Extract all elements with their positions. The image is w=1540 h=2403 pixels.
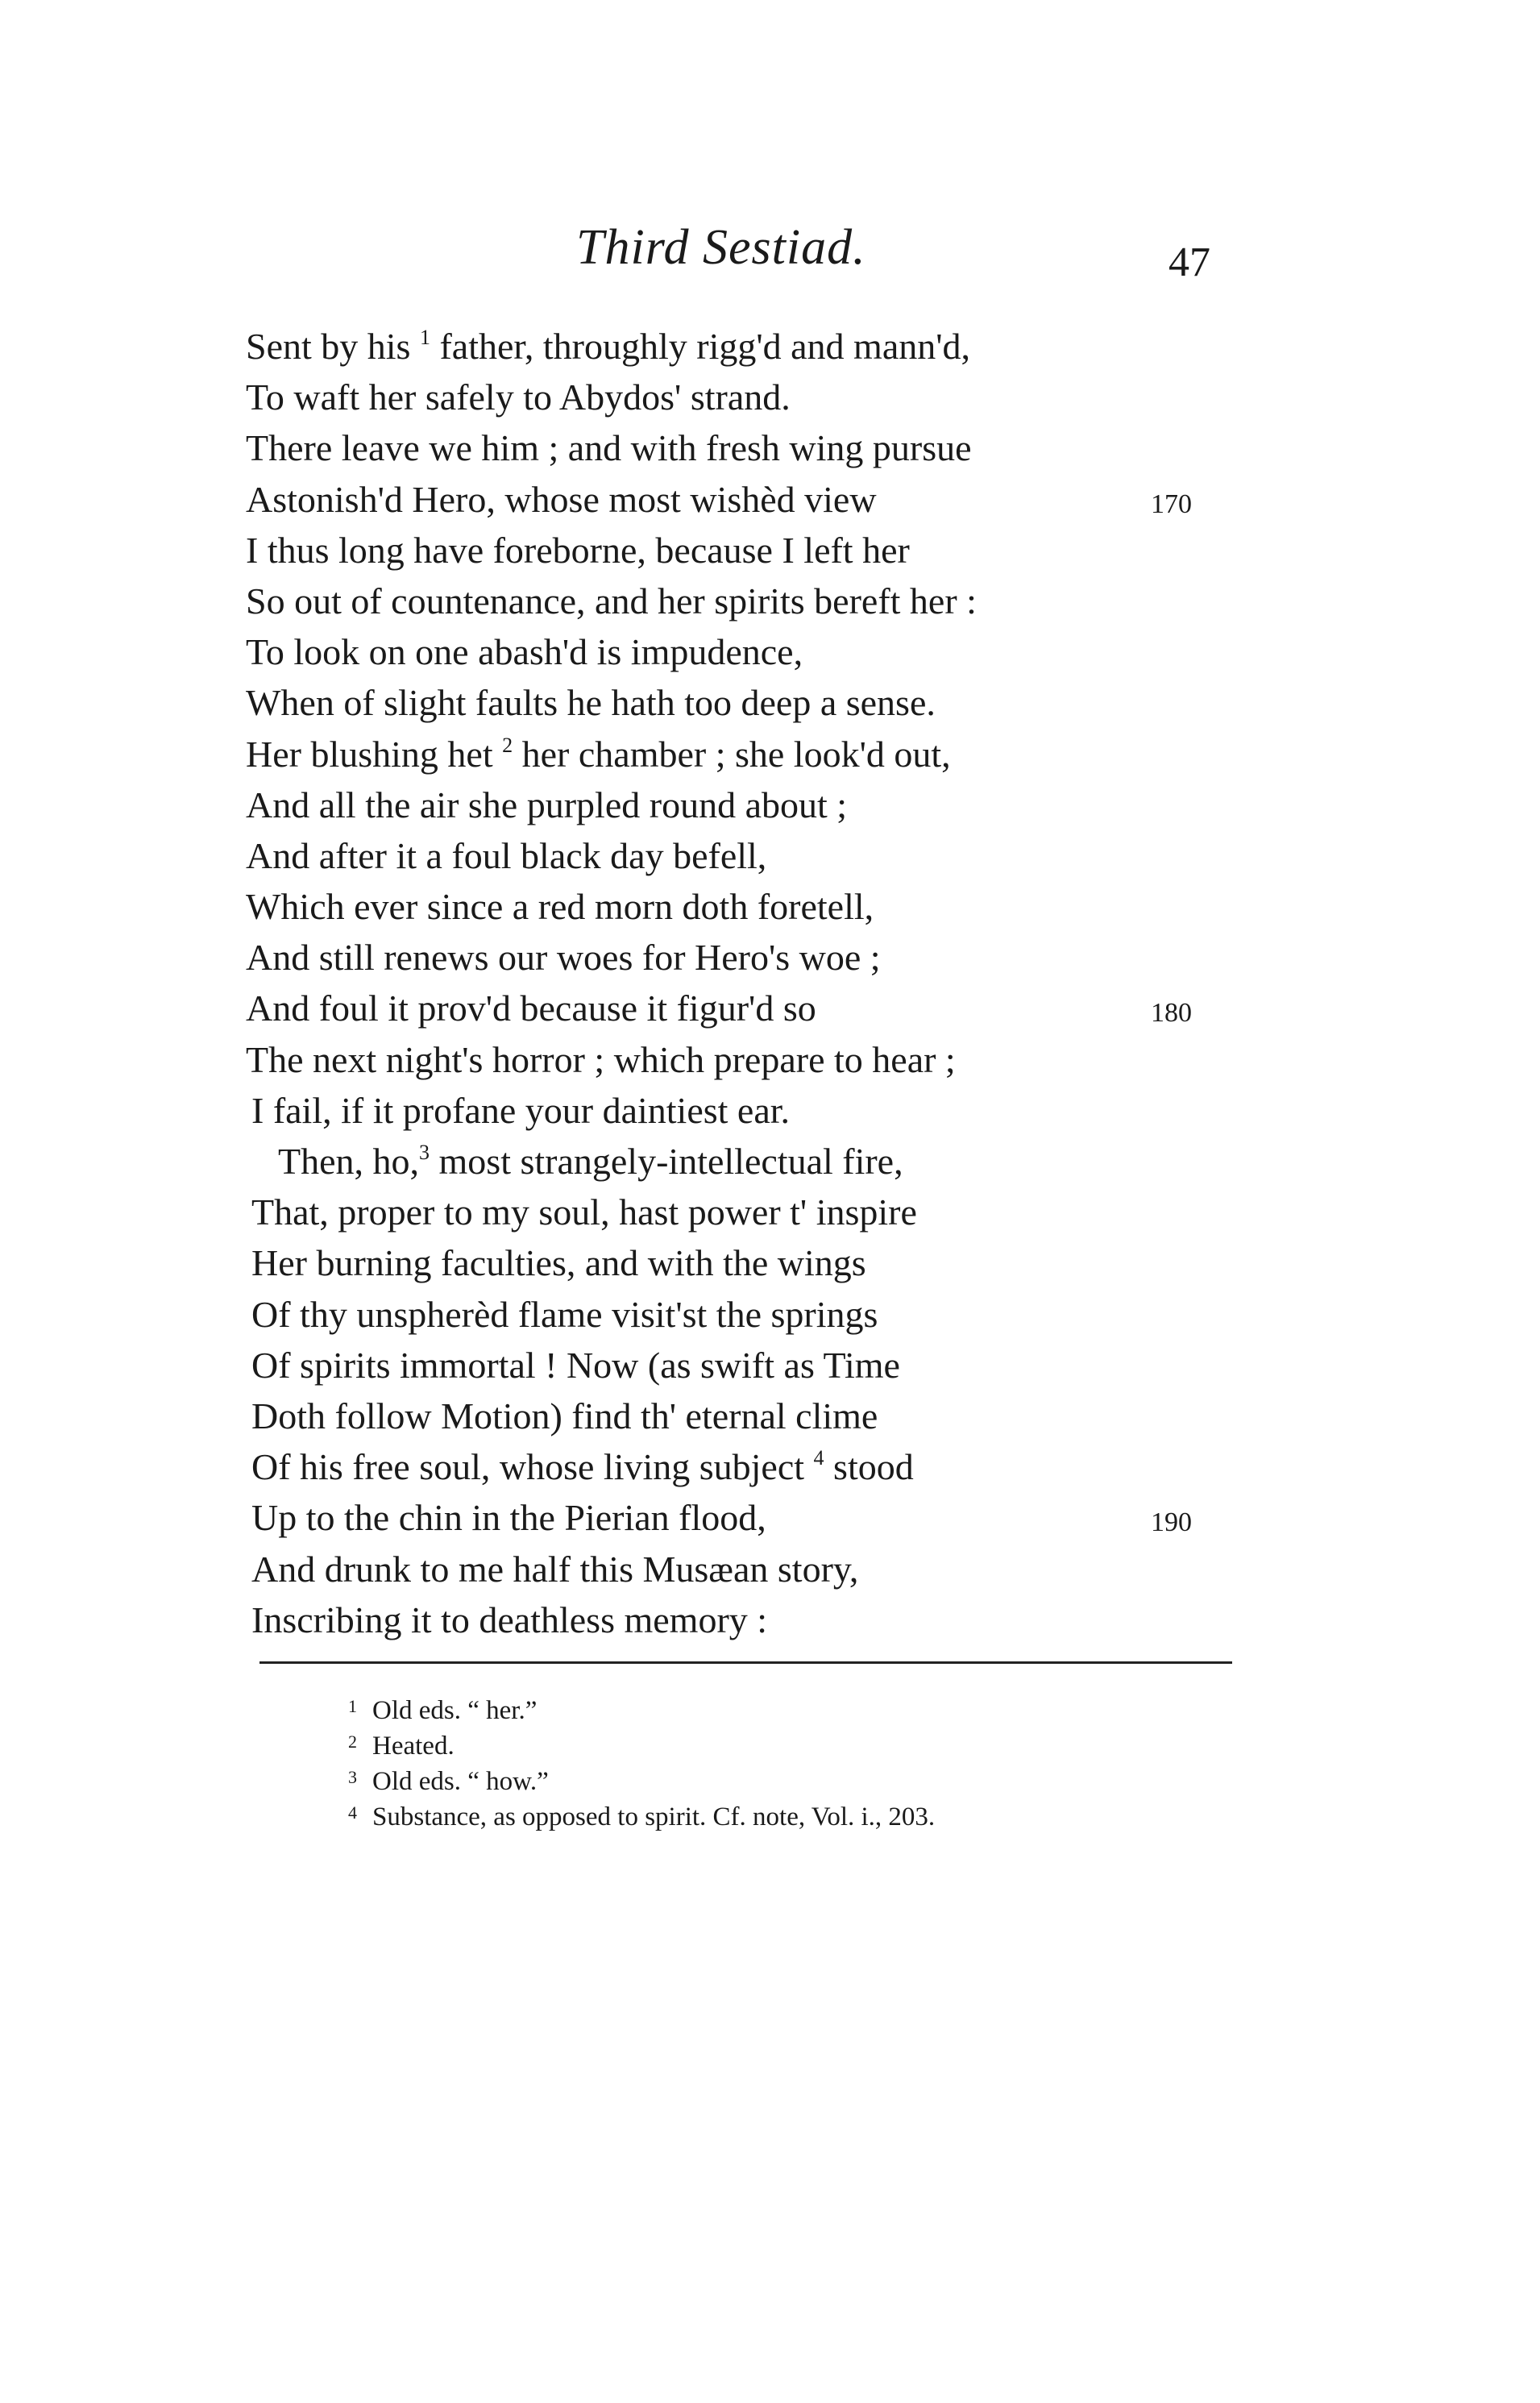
verse-text-part: And foul it prov'd because it figur'd so bbox=[246, 987, 816, 1029]
verse-text bbox=[251, 1544, 858, 1594]
verse-text bbox=[246, 677, 936, 728]
verse-text-part: When of slight faults he hath too deep a sense. bbox=[246, 682, 936, 724]
verse-text-part: Sent by his bbox=[246, 326, 420, 367]
footnote-text: Substance, as opposed to spirit. Cf. note, Vol. i., 203. bbox=[372, 1802, 936, 1831]
verse-text bbox=[246, 932, 881, 983]
verse-text bbox=[251, 1237, 866, 1288]
footnote-text: Heated. bbox=[372, 1732, 455, 1761]
verse-line bbox=[0, 1391, 1540, 1441]
footnote-reference[interactable]: 3 bbox=[419, 1141, 430, 1164]
verse-text-part: That, proper to my soul, hast power t' inspire bbox=[251, 1191, 917, 1233]
verse-text-part: And after it a foul black day befell, bbox=[246, 834, 767, 876]
line-number: 180 bbox=[1151, 998, 1192, 1029]
footnote-reference[interactable]: 4 bbox=[813, 1446, 824, 1470]
verse-line bbox=[0, 780, 1540, 830]
verse-text-part: There leave we him ; and with fresh wing pursue bbox=[246, 427, 972, 469]
footnote bbox=[348, 1760, 935, 1795]
verse-text bbox=[246, 780, 847, 830]
verse-line bbox=[0, 1544, 1540, 1594]
footnote-divider bbox=[259, 1661, 1232, 1664]
verse-text bbox=[246, 321, 970, 372]
verse-line bbox=[0, 1237, 1540, 1288]
verse-text bbox=[278, 1136, 903, 1187]
verse-text bbox=[246, 474, 877, 525]
verse-text bbox=[246, 525, 910, 576]
verse-line bbox=[0, 1187, 1540, 1237]
verse-line bbox=[0, 576, 1540, 626]
footnote-text: Old eds. “ how.” bbox=[372, 1767, 549, 1796]
verse-text-part: And all the air she purpled round about ; bbox=[246, 784, 848, 825]
verse-text bbox=[251, 1594, 767, 1645]
footnote bbox=[348, 1724, 935, 1760]
verse-text-part: Of spirits immortal ! Now (as swift as Time bbox=[251, 1344, 900, 1386]
verse-text-part: To waft her safely to Abydos' strand. bbox=[246, 376, 791, 418]
verse-text bbox=[246, 881, 874, 932]
verse-line bbox=[0, 677, 1540, 728]
verse-text-part: Up to the chin in the Pierian flood, bbox=[251, 1497, 766, 1539]
verse-text-part: Her blushing het bbox=[246, 733, 503, 775]
verse-text bbox=[246, 729, 951, 780]
footnotes bbox=[348, 1689, 935, 1831]
verse-line bbox=[0, 729, 1540, 780]
verse-text bbox=[251, 1492, 766, 1543]
verse-line bbox=[0, 474, 1540, 525]
verse-line bbox=[0, 881, 1540, 932]
footnote-text: Old eds. “ her.” bbox=[372, 1696, 538, 1725]
verse-line bbox=[0, 1034, 1540, 1085]
verse-text bbox=[251, 1391, 878, 1441]
verse-text-part: stood bbox=[824, 1446, 914, 1488]
footnote-reference[interactable]: 1 bbox=[419, 326, 430, 349]
verse-text-part: And drunk to me half this Musæan story, bbox=[251, 1548, 859, 1590]
verse-text bbox=[251, 1441, 914, 1492]
verse-text bbox=[251, 1085, 790, 1136]
verse-text-part: Of thy unspherèd flame visit'st the springs bbox=[251, 1293, 878, 1335]
verse-text-part: Then, ho, bbox=[278, 1141, 420, 1182]
verse-text bbox=[251, 1289, 878, 1340]
verse-text-part: Inscribing it to deathless memory : bbox=[251, 1599, 768, 1640]
verse-text bbox=[246, 626, 803, 677]
verse-line bbox=[0, 1136, 1540, 1187]
verse-text bbox=[246, 830, 766, 881]
verse-text-part: Of his free soul, whose living subject bbox=[251, 1446, 814, 1488]
verse-text bbox=[246, 372, 791, 422]
verse-text bbox=[251, 1187, 917, 1237]
poem-body bbox=[0, 321, 1540, 1645]
footnote-mark: 3 bbox=[348, 1767, 357, 1787]
verse-text bbox=[246, 576, 977, 626]
page-number: 47 bbox=[1168, 239, 1210, 285]
footnote bbox=[348, 1689, 935, 1724]
verse-line bbox=[0, 1492, 1540, 1543]
verse-text bbox=[246, 983, 816, 1033]
verse-line bbox=[0, 525, 1540, 576]
verse-line bbox=[0, 1340, 1540, 1391]
verse-text-part: So out of countenance, and her spirits bereft her : bbox=[246, 580, 977, 622]
verse-line bbox=[0, 626, 1540, 677]
verse-text-part: And still renews our woes for Hero's woe ; bbox=[246, 937, 881, 979]
verse-text-part: Which ever since a red morn doth foretell, bbox=[246, 886, 874, 928]
footnote-reference[interactable]: 2 bbox=[502, 733, 513, 757]
verse-text-part: her chamber ; she look'd out, bbox=[513, 733, 951, 775]
verse-line bbox=[0, 321, 1540, 372]
verse-text-part: Her burning faculties, and with the wings bbox=[251, 1242, 866, 1284]
verse-text bbox=[246, 422, 972, 473]
verse-text-part: most strangely-intellectual fire, bbox=[430, 1141, 903, 1182]
verse-line bbox=[0, 983, 1540, 1033]
verse-text-part: I fail, if it profane your daintiest ear. bbox=[251, 1089, 791, 1131]
verse-line bbox=[0, 932, 1540, 983]
verse-line bbox=[0, 1085, 1540, 1136]
line-number: 170 bbox=[1151, 488, 1192, 519]
verse-text-part: Astonish'd Hero, whose most wishèd view bbox=[246, 478, 877, 520]
verse-line bbox=[0, 372, 1540, 422]
line-number: 190 bbox=[1151, 1507, 1192, 1538]
verse-line bbox=[0, 1289, 1540, 1340]
footnote-mark: 4 bbox=[348, 1802, 357, 1823]
verse-text bbox=[251, 1340, 900, 1391]
verse-line bbox=[0, 422, 1540, 473]
running-title: Third Sestiad. bbox=[576, 220, 866, 275]
verse-line bbox=[0, 830, 1540, 881]
verse-text-part: To look on one abash'd is impudence, bbox=[246, 631, 803, 673]
verse-text bbox=[246, 1034, 956, 1085]
verse-line bbox=[0, 1594, 1540, 1645]
verse-text-part: The next night's horror ; which prepare to hear ; bbox=[246, 1038, 956, 1080]
verse-line bbox=[0, 1441, 1540, 1492]
footnote-mark: 1 bbox=[348, 1696, 357, 1716]
verse-text-part: I thus long have foreborne, because I left her bbox=[246, 529, 910, 571]
verse-text-part: Doth follow Motion) find th' eternal clime bbox=[251, 1395, 878, 1436]
footnote bbox=[348, 1795, 935, 1831]
verse-text-part: father, throughly rigg'd and mann'd, bbox=[430, 326, 971, 367]
footnote-mark: 2 bbox=[348, 1732, 357, 1752]
